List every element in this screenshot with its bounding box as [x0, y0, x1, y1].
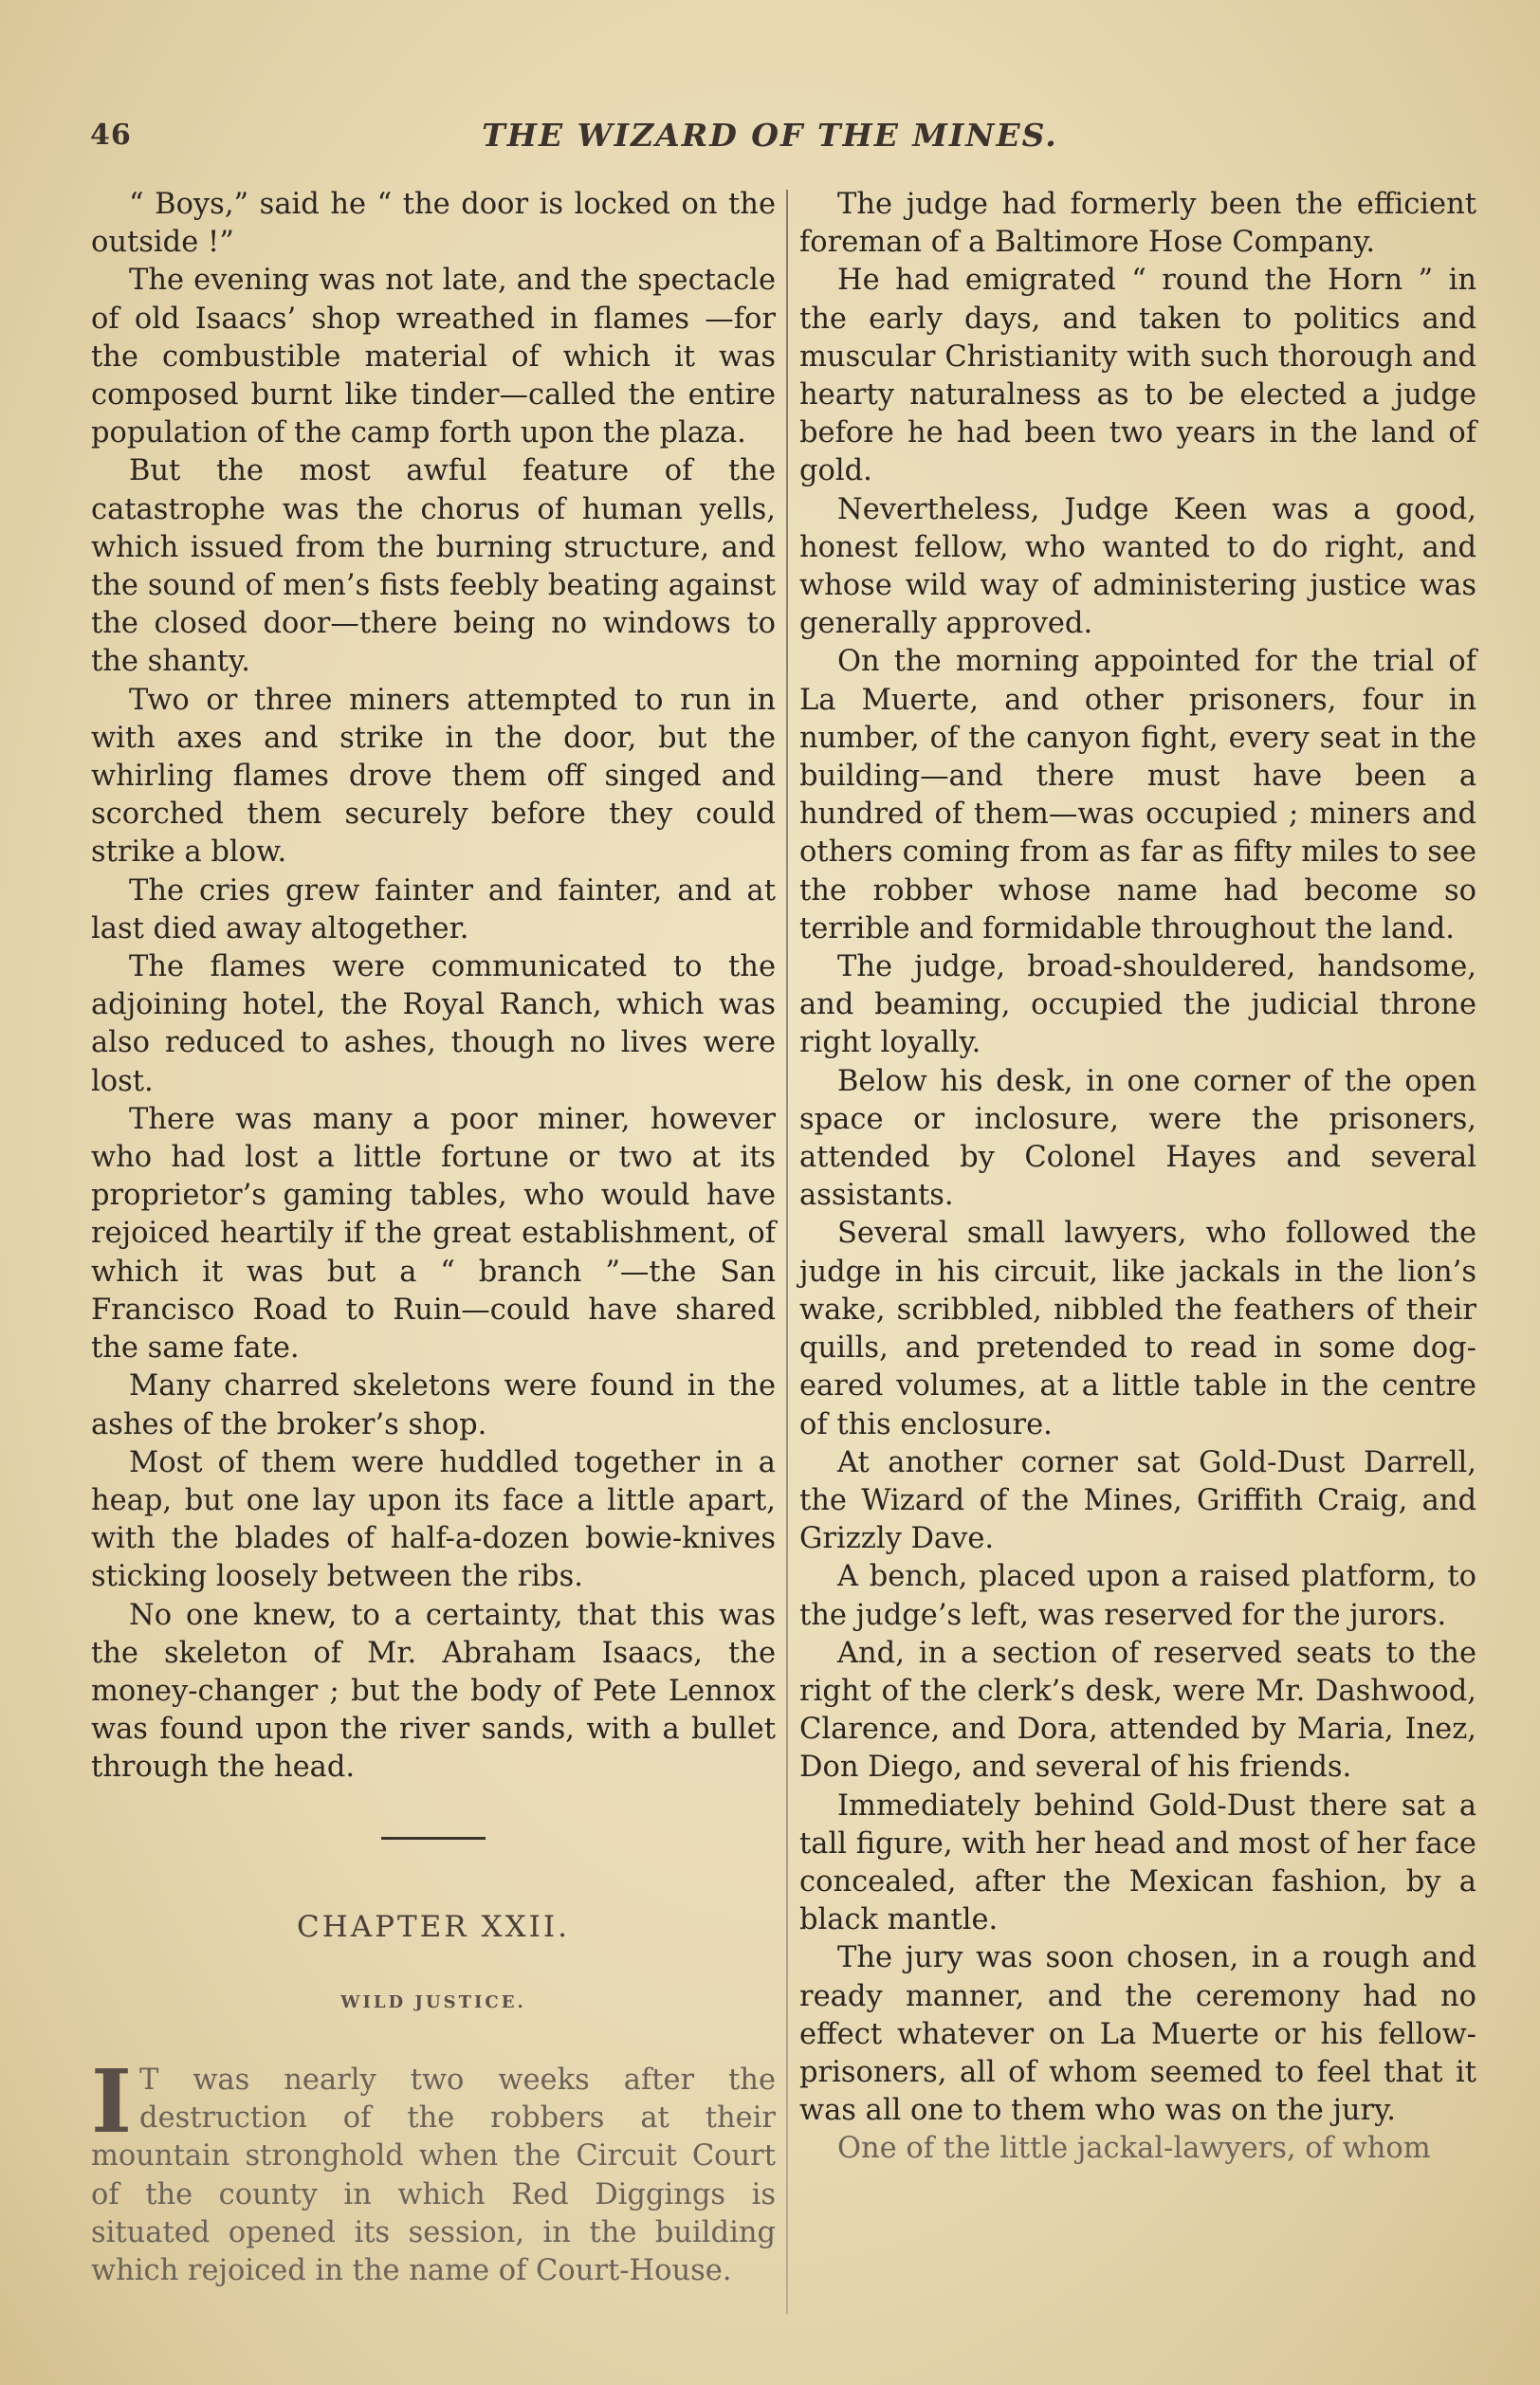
section-spacer: [91, 1788, 776, 1837]
drop-cap-letter: I: [91, 2049, 133, 2153]
paragraph: He had emigrated “ round the Horn ” in the early days, and taken to politics and muscular Christianity with such thorough and hearty naturalness as to be elected a judge before he had been two years in the land of gold.: [799, 264, 1476, 488]
paragraph: The judge, broad-shouldered, handsome, and beaming, occupied the judicial throne right loyally.: [799, 950, 1476, 1060]
paragraph: On the morning appointed for the trial of La Muerte, and other prisoners, four in number, of the canyon fight, every seat in the building—and there must have been a hundred of them—was occupied ; miners and others coming from as far as fifty miles to see the robber whose name had become so terrible and formidable throughout the land.: [799, 645, 1476, 945]
paragraph: A bench, placed upon a raised platform, to the judge’s left, was reserved for the jurors.: [799, 1560, 1476, 1632]
chapter-heading: CHAPTER XXII.: [297, 1909, 570, 1944]
chapter-divider-rule: [381, 1837, 486, 1840]
paragraph: Two or three miners attempted to run in with axes and strike in the door, but the whirling flames drove them off singed and scorched them securely before they could strike a blow.: [91, 683, 776, 870]
paragraph: Many charred skeletons were found in the ashes of the broker’s shop.: [91, 1369, 776, 1441]
chapter-opening-text: T was nearly two weeks after the destruction of the robbers at their mountain stronghold when the Circuit Court of the county in which Red Diggings is situated opened its session, in the building which rejoiced in the name of Court-House.: [91, 2063, 776, 2287]
chapter-subtitle: WILD JUSTICE.: [340, 1991, 526, 2012]
left-column: [91, 186, 776, 2290]
paragraph: One of the little jackal-lawyers, of whom: [837, 2132, 1431, 2166]
column-divider: [786, 190, 788, 2314]
paragraph: Below his desk, in one corner of the open space or inclosure, were the prisoners, attended by Colonel Hayes and several assistants.: [799, 1064, 1476, 1213]
page-number: 46: [90, 119, 132, 152]
paragraph: Immediately behind Gold-Dust there sat a tall figure, with her head and most of her face concealed, after the Mexican fashion, by a black mantle.: [799, 1789, 1476, 1937]
paragraph: Several small lawyers, who followed the judge in his circuit, like jackals in the lion’s wake, scribbled, nibbled the feathers of their quills, and pretended to read in some dog-eared volumes, at a little table in the centre of this enclosure.: [799, 1217, 1476, 1441]
chapter-opening-paragraph: [91, 2049, 776, 2290]
running-title: THE WIZARD OF THE MINES.: [482, 117, 1058, 154]
paragraph: The jury was soon chosen, in a rough and ready manner, and the ceremony had no effect whatever on La Muerte or his fellow-prisoners, all of whom seemed to feel that it was all one to them who was on the jury.: [799, 1941, 1476, 2128]
paragraph: There was many a poor miner, however who had lost a little fortune or two at its proprietor’s gaming tables, who would have rejoiced heartily if the great establishment, of which it was but a “ branch ”—the San Francisco Road to Ruin—could have shared the same fate.: [91, 1102, 776, 1366]
paragraph: “ Boys,” said he “ the door is locked on the outside !”: [91, 188, 776, 260]
paragraph: At another corner sat Gold-Dust Darrell, the Wizard of the Mines, Griffith Craig, and Grizzly Dave.: [799, 1445, 1476, 1556]
paragraph: The flames were communicated to the adjoining hotel, the Royal Ranch, which was also reduced to ashes, though no lives were lost.: [91, 950, 776, 1098]
paragraph: Nevertheless, Judge Keen was a good, honest fellow, who wanted to do right, and whose wild way of administering justice was generally approved.: [799, 492, 1476, 641]
paragraph: No one knew, to a certainty, that this was the skeleton of Mr. Abraham Isaacs, the money-changer ; but the body of Pete Lennox was found upon the river sands, with a bullet through the head.: [91, 1598, 776, 1785]
paragraph: And, in a section of reserved seats to the right of the clerk’s desk, were Mr. Dashwood, Clarence, and Dora, attended by Maria, Inez, Don Diego, and several of his friends.: [799, 1636, 1476, 1785]
right-column: [799, 186, 1476, 2169]
paragraph: The cries grew fainter and fainter, and at last died away altogether.: [91, 873, 776, 945]
paragraph: The judge had formerly been the efficient foreman of a Baltimore Hose Company.: [799, 188, 1476, 260]
paragraph: The evening was not late, and the spectacle of old Isaacs’ shop wreathed in flames —for the combustible material of which it was composed burnt like tinder—called the entire population of the camp forth upon the plaza.: [91, 264, 776, 450]
paragraph: But the most awful feature of the catastrophe was the chorus of human yells, which issued from the burning structure, and the sound of men’s fists feebly beating against the closed door—there being no windows to the shanty.: [91, 454, 776, 679]
paragraph: Most of them were huddled together in a heap, but one lay upon its face a little apart, with the blades of half-a-dozen bowie-knives sticking loosely between the ribs.: [91, 1445, 776, 1594]
